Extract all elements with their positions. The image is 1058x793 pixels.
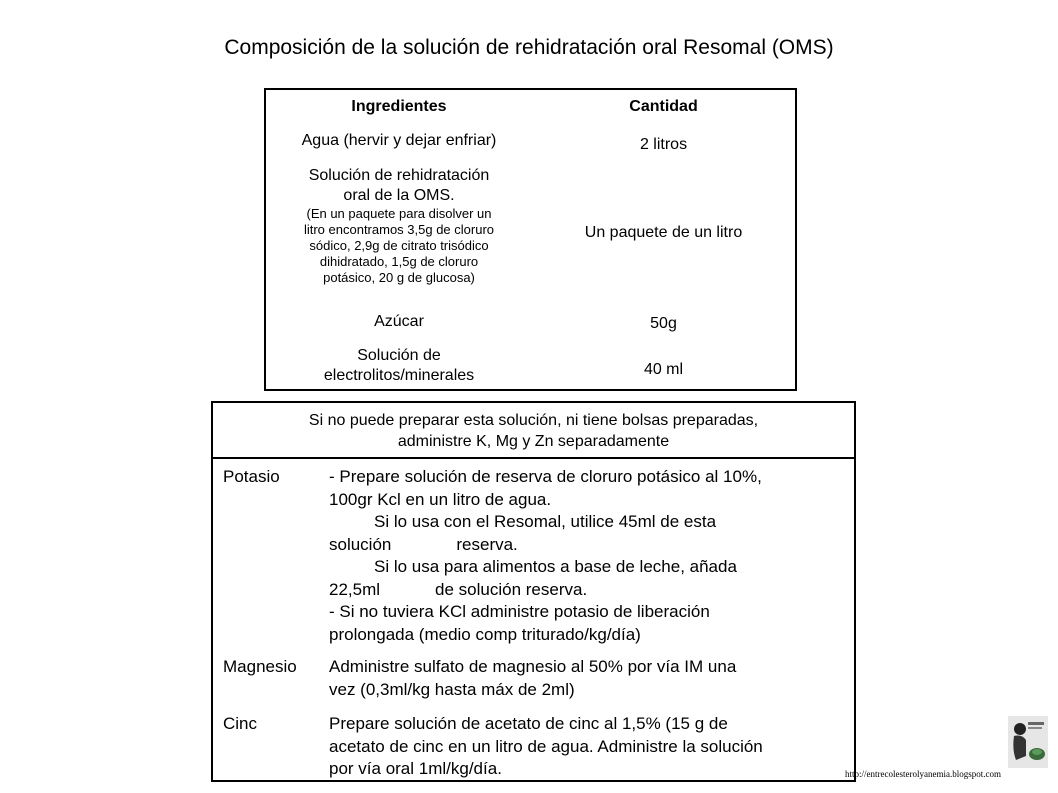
label-potasio: Potasio — [223, 467, 280, 486]
ingredient-sugar: Azúcar — [374, 313, 424, 330]
text-potasio: - Prepare solución de reserva de cloruro potásico al 10%, 100gr Kcl en un litro de agua. Si lo usa con el Resomal, utilice 45ml de esta solución reserva. Si lo usa para alimentos a base de leche, añada 22,5ml de solución reserva. - Si no tuviera KCl administre potasio de liberación prolongada (medio comp triturado/kg/día) — [329, 467, 762, 644]
ingredients-table — [264, 88, 797, 391]
quantity-electrolytes: 40 ml — [643, 361, 684, 378]
blog-logo-icon — [1008, 716, 1048, 768]
ingredient-water: Agua (hervir y dejar enfriar) — [301, 132, 497, 149]
label-cinc: Cinc — [223, 714, 258, 733]
quantity-ors: Un paquete de un litro — [584, 224, 743, 241]
quantity-water: 2 litros — [639, 136, 688, 153]
header-ingredients: Ingredientes — [351, 98, 447, 115]
header-quantity: Cantidad — [629, 98, 698, 115]
ingredient-electrolytes: Solución de electrolitos/minerales — [323, 347, 475, 384]
label-magnesio: Magnesio — [223, 657, 297, 676]
ors-note: (En un paquete para disolver un litro encontramos 3,5g de cloruro sódico, 2,9g de citrato trisódico dihidratado, 1,5g de cloruro potásico, 20 g de glucosa) — [303, 206, 495, 285]
ingredient-ors: Solución de rehidratación oral de la OMS. (En un paquete para disolver un litro encontramos 3,5g de cloruro sódico, 2,9g de citrato trisódico dihidratado, 1,5g de cloruro potásico, 20 g de glucosa) — [266, 166, 532, 286]
quantity-sugar: 50g — [650, 315, 677, 332]
page-title: Composición de la solución de rehidratación oral Resomal (OMS) — [224, 36, 834, 59]
supplement-table — [211, 401, 856, 782]
text-magnesio: Administre sulfato de magnesio al 50% por vía IM una vez (0,3ml/kg hasta máx de 2ml) — [329, 657, 737, 699]
supplement-header: Si no puede preparar esta solución, ni tiene bolsas preparadas, administre K, Mg y Zn separadamente — [213, 403, 854, 459]
text-cinc: Prepare solución de acetato de cinc al 1,5% (15 g de acetato de cinc en un litro de agua. Administre la solución por vía oral 1ml/kg/día. — [329, 714, 763, 778]
footer-url: http://entrecolesterolyanemia.blogspot.com — [845, 769, 1001, 779]
